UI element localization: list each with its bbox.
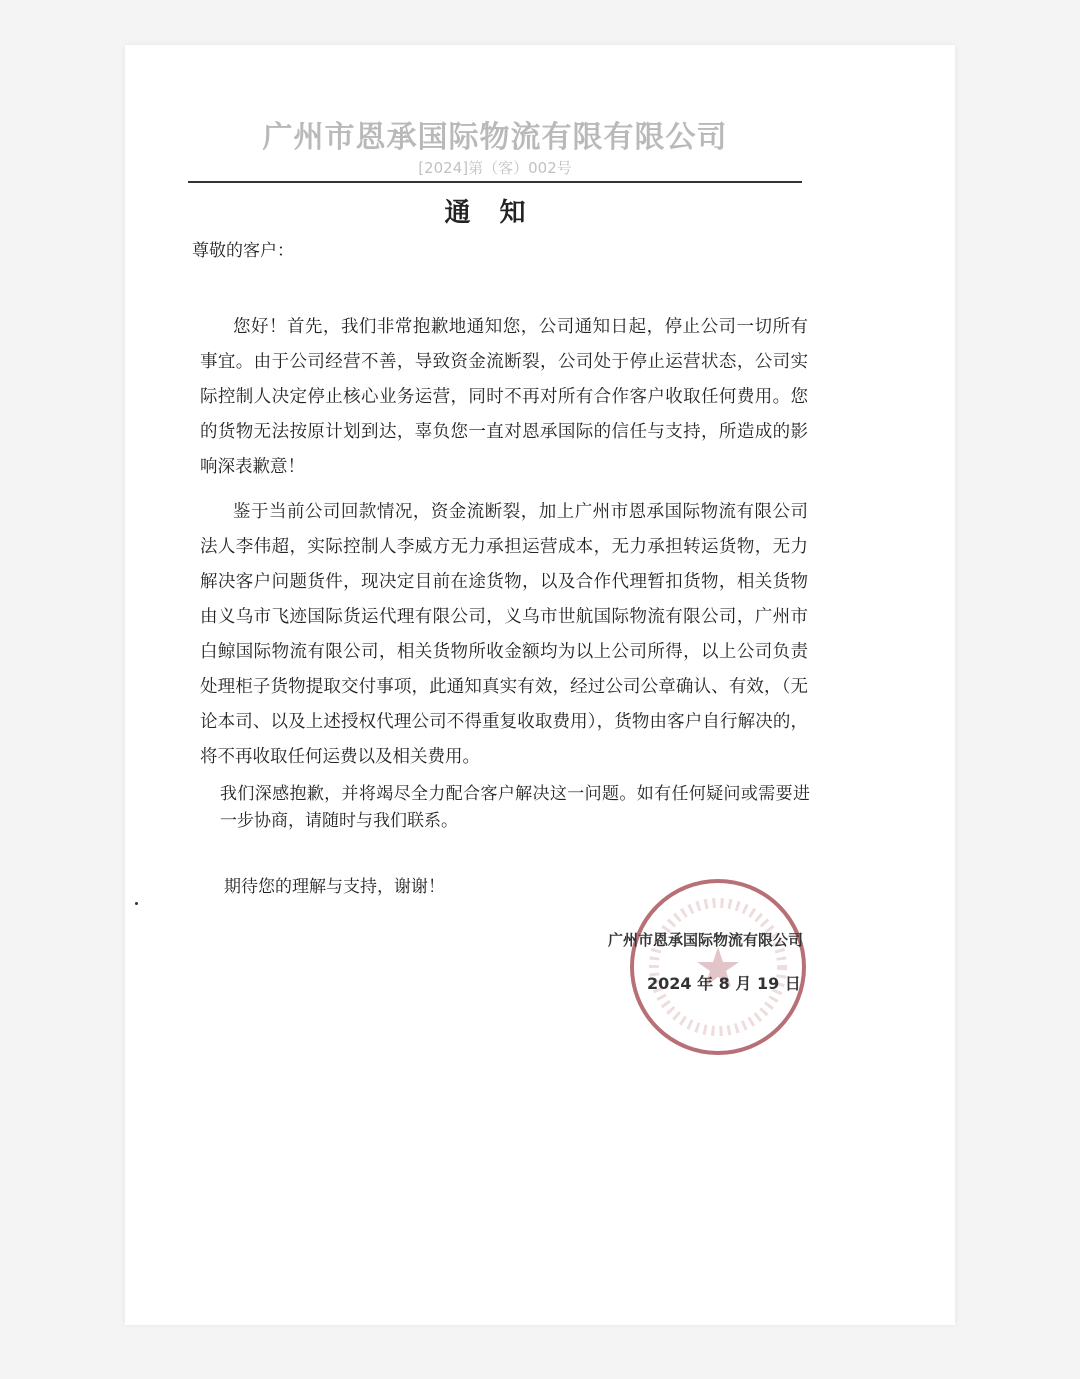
document-number: [2024]第（客）002号	[418, 159, 572, 177]
scan-speck	[135, 902, 138, 905]
salutation: 尊敬的客户：	[192, 241, 294, 261]
notice-title: 通 知	[444, 198, 536, 228]
body-paragraph-3: 我们深感抱歉，并将竭尽全力配合客户解决这一问题。如有任何疑问或需要进一步协商，请随时与我们联系。	[220, 784, 810, 831]
signature-block	[608, 929, 818, 1079]
body-paragraph-1: 您好！首先，我们非常抱歉地通知您，公司通知日起，停止公司一切所有事宜。由于公司经营不善，导致资金流断裂，公司处于停止运营状态，公司实际控制人决定停止核心业务运营，同时不再对所有合作客户收取任何费用。您的货物无法按原计划到达，辜负您一直对恩承国际的信任与支持，所造成的影响深表歉意！	[200, 317, 808, 477]
body-paragraph-2: 鉴于当前公司回款情况，资金流断裂，加上广州市恩承国际物流有限公司法人李伟超，实际控制人李威方无力承担运营成本，无力承担转运货物，无力解决客户问题货件，现决定目前在途货物，以及合作代理暂扣货物，相关货物由义乌市飞迹国际货运代理有限公司，义乌市世航国际物流有限公司，广州市白鲸国际物流有限公司，相关货物所收金额均为以上公司所得，以上公司负责处理柜子货物提取交付事项，此通知真实有效，经过公司公章确认、有效，（无论本司、以及上述授权代理公司不得重复收取费用），货物由客户自行解决的，将不再收取任何运费以及相关费用。	[200, 502, 808, 767]
signature-company: 广州市恩承国际物流有限公司	[608, 931, 804, 949]
signature-date: 2024 年 8 月 19 日	[647, 974, 801, 993]
company-seal	[628, 877, 808, 1057]
letterhead-company: 广州市恩承国际物流有限有限公司	[262, 120, 728, 155]
letter-body	[192, 239, 812, 1079]
closing-line: 期待您的理解与支持，谢谢！	[224, 877, 445, 897]
header-divider	[188, 181, 802, 183]
